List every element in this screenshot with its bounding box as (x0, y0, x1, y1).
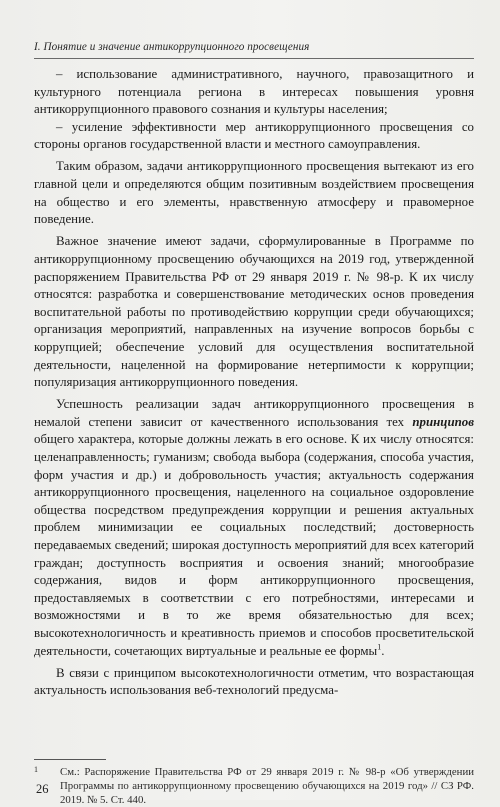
paragraph-5 (34, 396, 474, 660)
emphasized-term: принципов (412, 414, 474, 429)
paragraph-6: В связи с принципом высокотехнологичности отметим, что возрастающая актуальность использования веб-технологий предусма- (34, 665, 474, 698)
header-rule (34, 58, 474, 59)
footnote-marker: 1 (34, 765, 38, 774)
footnote-rule (34, 759, 106, 760)
paragraph-4: Важное значение имеют задачи, сформулированные в Программе по антикоррупционному просвещению обучающихся на 2019 год, утвержденной распоряжением Правительства РФ от 29 января 2019 г. № 98-р. К их числу относятся: разработка и совершенствование методических основ проведения воспитательной работы по противодействию коррупции среди обучающихся; организация мероприятий, направленных на изучение вопросов борьбы с коррупцией; обеспечение условий для осуществления воспитательной деятельности, нацеленной на формирование нетерпимости к коррупции; популяризация антикоррупционного поведения. (34, 234, 474, 390)
paragraph-2: – усиление эффективности мер антикоррупционного просвещения со стороны органов государственной власти и местного самоуправления. (34, 119, 474, 152)
running-header: I. Понятие и значение антикоррупционного просвещения (34, 41, 310, 53)
page-number: 26 (36, 782, 49, 796)
paragraph-3: Таким образом, задачи антикоррупционного просвещения вытекают из его главной цели и определяются общим позитивным воздействием просвещения на общество и его элементы, нравственную атмосферу и правомерное поведение. (34, 159, 474, 227)
paragraph-1: – использование административного, научного, правозащитного и культурного потенциала региона в интересах повышения уровня антикоррупционного правового сознания и культуры населения; (34, 67, 474, 117)
paragraph-5-text-end: общего характера, которые должны лежать в его основе. К их числу относятся: целенаправленность; гуманизм; свобода выбора (содержания, способа участия, форм участия и др.) и добровольность участия; актуальность содержания антикоррупционного просвещения, нацеленного на социальное оздоровление общества посредством предупреждения коррупции и решения актуальных проблем минимизации ее социальных последствий; достоверность передаваемых сведений; широкая доступность мероприятий для всех категорий граждан; доступность восприятия и освоения знаний; многообразие содержания, видов и форм антикоррупционного просвещения, предоставляемых в соответствии с его потребностями, интересами и возможностями и в то же время обязательностью для всех; высокотехнологичность и креативность приемов и способов просветительской деятельности, сочетающих виртуальные и реальные ее формы (34, 432, 474, 658)
paragraph-5-period: . (381, 643, 385, 658)
paragraph-5-text-start: Успешность реализации задач антикоррупционного просвещения в немалой степени зависит от качественного использования тех (34, 397, 474, 429)
footnote-reference[interactable]: 1 (377, 642, 382, 652)
footnote (34, 765, 474, 807)
footnote-text: См.: Распоряжение Правительства РФ от 29 января 2019 г. № 98-р «Об утверждении Программы по антикоррупционному просвещению обучающихся на 2019 год» // СЗ РФ. 2019. № 5. Ст. 440. (60, 766, 474, 806)
body-text (34, 66, 474, 700)
